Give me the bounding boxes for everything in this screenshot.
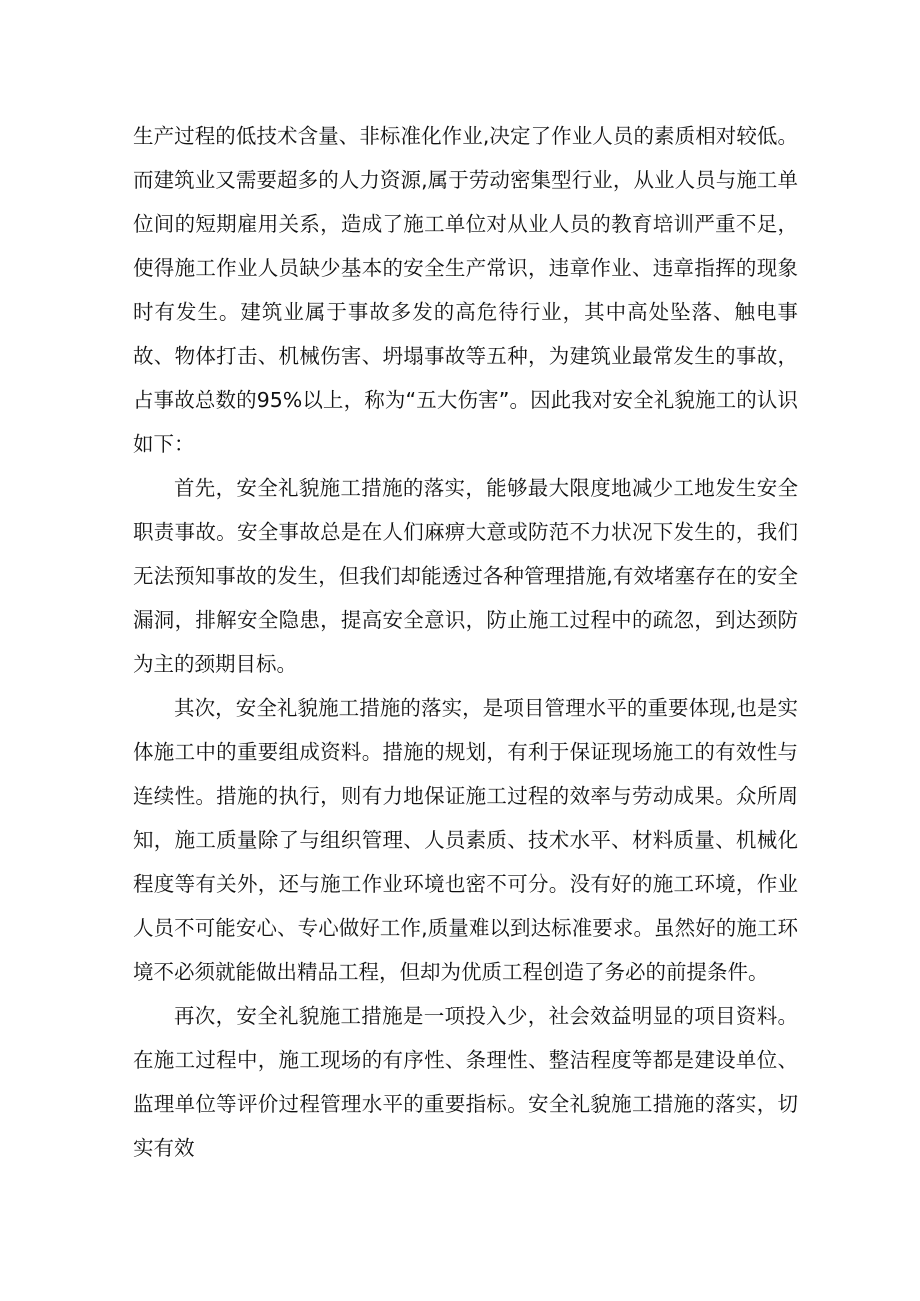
paragraph-4: 再次，安全礼貌施工措施是一项投入少，社会效益明显的项目资料。在施工过程中，施工现场的有序性、条理性、整洁程度等都是建设单位、监理单位等评价过程管理水平的重要指标。安全礼貌施工措施的落实，切实有效 [133,1004,798,1160]
document-body [133,114,798,1170]
paragraph-1: 生产过程的低技术含量、非标准化作业,决定了作业人员的素质相对较低。而建筑业又需要超多的人力资源,属于劳动密集型行业，从业人员与施工单位间的短期雇用关系，造成了施工单位对从业人员的教育培训严重不足，使得施工作业人员缺少基本的安全生产常识，违章作业、违章指挥的现象时有发生。建筑业属于事故多发的高危待行业，其中高处坠落、触电事故、物体打击、机械伤害、坍塌事故等五种，为建筑业最常发生的事故，占事故总数的95%以上，称为“五大伤害”。因此我对安全礼貌施工的认识如下： [133,124,798,456]
paragraph-2: 首先，安全礼貌施工措施的落实，能够最大限度地减少工地发生安全职责事故。安全事故总是在人们麻痹大意或防范不力状况下发生的，我们无法预知事故的发生，但我们却能透过各种管理措施,有效堵塞存在的安全漏洞，排解安全隐患，提高安全意识，防止施工过程中的疏忽，到达颈防为主的颈期目标。 [133,476,798,676]
paragraph-3: 其次，安全礼貌施工措施的落实，是项目管理水平的重要体现,也是实体施工中的重要组成资料。措施的规划，有利于保证现场施工的有效性与连续性。措施的执行，则有力地保证施工过程的效率与劳动成果。众所周知，施工质量除了与组织管理、人员素质、技术水平、材料质量、机械化程度等有关外，还与施工作业环境也密不可分。没有好的施工环境，作业人员不可能安心、专心做好工作,质量难以到达标准要求。虽然好的施工环境不必须就能做出精品工程，但却为优质工程创造了务必的前提条件。 [133,696,798,984]
